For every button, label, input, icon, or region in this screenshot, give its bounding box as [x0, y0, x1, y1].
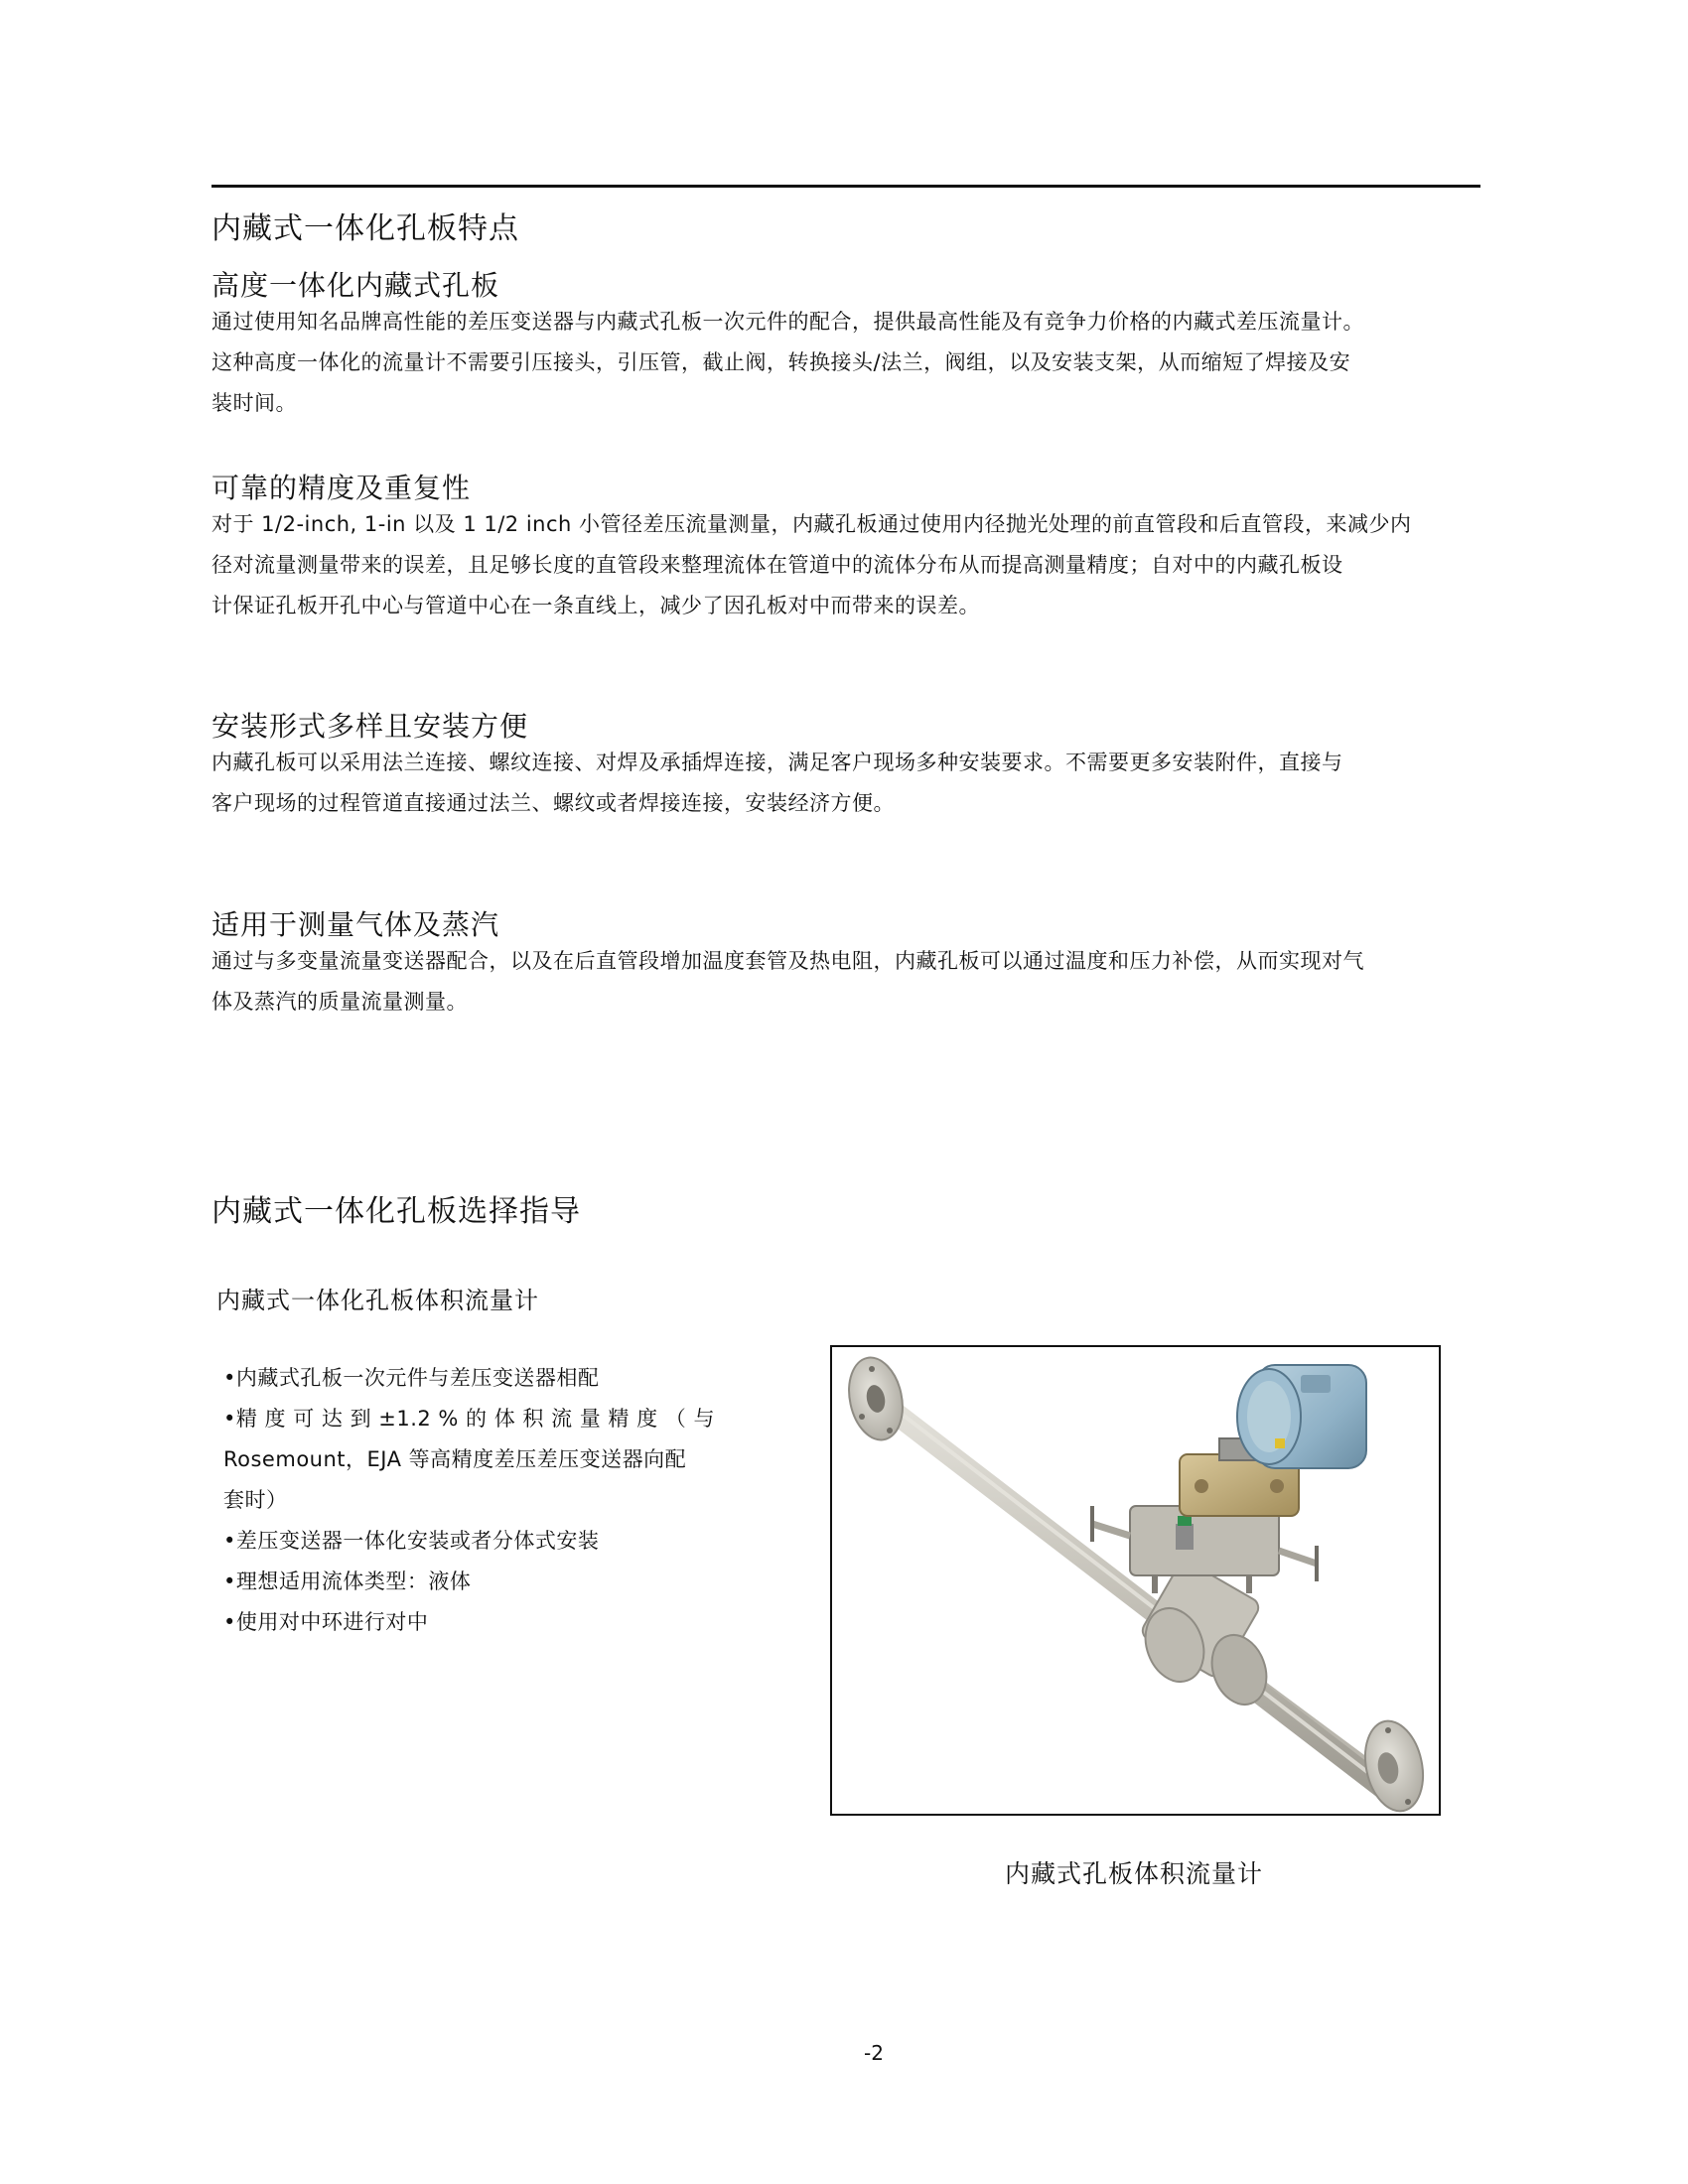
top-rule — [211, 185, 1480, 188]
product-bullet-list — [223, 1358, 740, 1643]
bullet-item: 套时） — [223, 1488, 288, 1512]
feature-heading-gas-steam: 适用于测量气体及蒸汽 — [211, 908, 500, 941]
section-title-selection: 内藏式一体化孔板选择指导 — [211, 1194, 581, 1229]
bullet-item: Rosemount，EJA 等高精度差压差压变送器向配 — [223, 1447, 687, 1471]
feature-body-gas-steam: 通过与多变量流量变送器配合，以及在后直管段增加温度套管及热电阻，内藏孔板可以通过温度和压力补偿，从而实现对气 体及蒸汽的质量流量测量。 — [211, 949, 1364, 1014]
flowmeter-illustration — [832, 1347, 1439, 1814]
bullet-item: •理想适用流体类型：液体 — [223, 1570, 472, 1593]
bullet-item: •内藏式孔板一次元件与差压变送器相配 — [223, 1366, 600, 1390]
page-number: -2 — [864, 2041, 884, 2065]
feature-body-accuracy: 对于 1/2-inch, 1-in 以及 1 1/2 inch 小管径差压流量测量，内藏孔板通过使用内径抛光处理的前直管段和后直管段，来减少内 径对流量测量带来的误差，且足够长度的直管段来整理流体在管道中的流体分布从而提高测量精度；自对中的内藏孔板设 计保证孔板开孔中心与管道中心在一条直线上，减少了因孔板对中而带来的误差。 — [211, 512, 1412, 617]
bullet-item: •精 度 可 达 到 ±1.2 % 的 体 积 流 量 精 度 （ 与 — [223, 1407, 715, 1431]
feature-heading-accuracy: 可靠的精度及重复性 — [211, 472, 472, 504]
transmitter-housing — [1237, 1365, 1366, 1468]
bullet-item: •差压变送器一体化安装或者分体式安装 — [223, 1529, 600, 1553]
feature-body-integration: 通过使用知名品牌高性能的差压变送器与内藏式孔板一次元件的配合，提供最高性能及有竞争力价格的内藏式差压流量计。 这种高度一体化的流量计不需要引压接头，引压管，截止阀，转换接头/法兰，阀组，以及安装支架，从而缩短了焊接及安 装时间。 — [211, 310, 1364, 415]
section-title-features: 内藏式一体化孔板特点 — [211, 211, 519, 246]
feature-heading-installation: 安装形式多样且安装方便 — [211, 710, 529, 743]
feature-body-installation: 内藏孔板可以采用法兰连接、螺纹连接、对焊及承插焊连接，满足客户现场多种安装要求。不需要更多安装附件，直接与 客户现场的过程管道直接通过法兰、螺纹或者焊接连接，安装经济方便。 — [211, 751, 1343, 815]
photo-caption: 内藏式孔板体积流量计 — [1005, 1859, 1264, 1888]
outlet-flange — [1357, 1715, 1431, 1814]
product-photo-frame — [830, 1345, 1441, 1816]
inlet-flange — [842, 1353, 910, 1445]
feature-heading-integration: 高度一体化内藏式孔板 — [211, 269, 500, 302]
bullet-item: •使用对中环进行对中 — [223, 1610, 429, 1634]
product-subtitle: 内藏式一体化孔板体积流量计 — [216, 1287, 539, 1314]
